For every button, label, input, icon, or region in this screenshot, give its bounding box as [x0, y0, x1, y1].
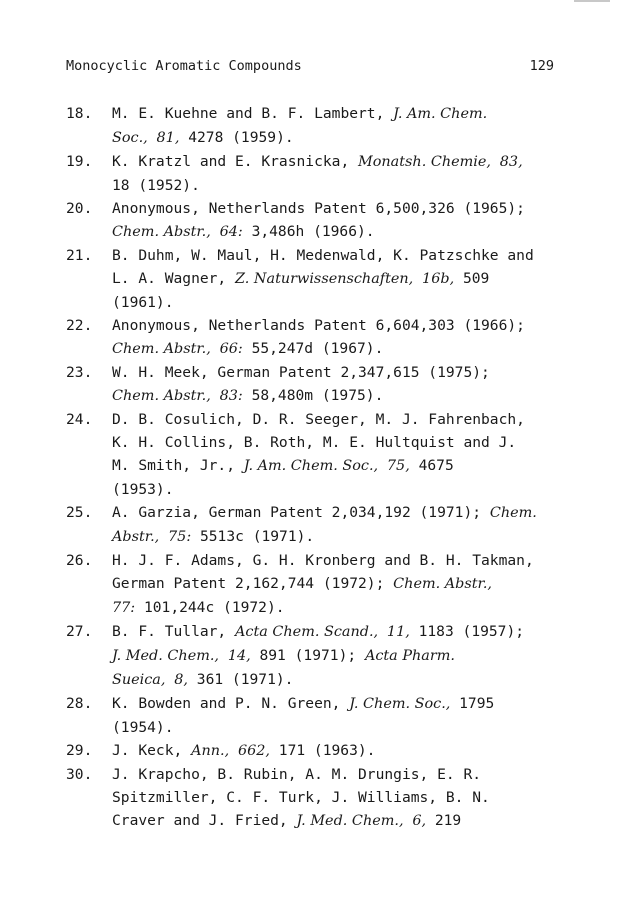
reference-italic-text: 11, — [386, 624, 410, 640]
reference-number: 21. — [66, 247, 93, 264]
reference-italic-text: 16b, — [422, 271, 455, 287]
running-title: Monocyclic Aromatic Compounds — [66, 58, 302, 74]
reference-text — [229, 742, 238, 759]
reference-number: 25. — [66, 504, 93, 521]
reference-text: 5513c (1971). — [191, 528, 315, 545]
reference-italic-text: 75: — [168, 529, 192, 545]
reference-number: 23. — [66, 364, 93, 381]
reference-italic-text: J. Med. Chem., — [112, 648, 220, 664]
reference-text: W. H. Meek, German Patent 2,347,615 (1975); — [112, 364, 490, 381]
reference-number: 29. — [66, 742, 93, 759]
reference-item — [66, 361, 566, 408]
reference-italic-text: 77: — [112, 600, 136, 616]
reference-number: 18. — [66, 105, 93, 122]
reference-text: (1953). — [112, 481, 174, 498]
reference-text — [378, 457, 387, 474]
reference-line — [112, 291, 566, 314]
reference-italic-text: 83, — [499, 154, 523, 170]
reference-item — [66, 408, 566, 501]
reference-text: B. Duhm, W. Maul, H. Medenwald, K. Patzschke and — [112, 247, 534, 264]
reference-number: 24. — [66, 411, 93, 428]
reference-number: 28. — [66, 695, 93, 712]
reference-number: 20. — [66, 200, 93, 217]
reference-text: 4675 — [409, 457, 454, 474]
reference-text — [211, 340, 220, 357]
reference-italic-text: 662, — [237, 743, 270, 759]
reference-line — [112, 809, 566, 833]
reference-item — [66, 501, 566, 549]
reference-text: Spitzmiller, C. F. Turk, J. Williams, B. N. — [112, 789, 490, 806]
reference-italic-text: Chem. Abstr., — [112, 224, 211, 240]
reference-number: 26. — [66, 552, 93, 569]
reference-item — [66, 620, 566, 692]
reference-text: M. E. Kuehne and B. F. Lambert, — [112, 105, 394, 122]
reference-text — [378, 623, 387, 640]
reference-line — [112, 501, 566, 525]
reference-text: Craver and J. Fried, — [112, 812, 297, 829]
reference-line — [112, 244, 566, 267]
reference-italic-text: 66: — [219, 341, 243, 357]
reference-line — [112, 786, 566, 809]
reference-text: (1954). — [112, 719, 174, 736]
reference-italic-text: 6, — [412, 813, 427, 829]
reference-text: D. B. Cosulich, D. R. Seeger, M. J. Fahrenbach, — [112, 411, 525, 428]
reference-text — [413, 270, 422, 287]
reference-line — [112, 431, 566, 454]
reference-text: K. Kratzl and E. Krasnicka, — [112, 153, 359, 170]
reference-text — [491, 153, 500, 170]
reference-text: 1183 (1957); — [409, 623, 525, 640]
reference-item — [66, 197, 566, 244]
reference-item — [66, 102, 566, 150]
reference-text — [211, 387, 220, 404]
reference-text — [219, 647, 228, 664]
reference-line — [112, 620, 566, 644]
reference-text: K. Bowden and P. N. Green, — [112, 695, 350, 712]
reference-text: 361 (1971). — [188, 671, 294, 688]
reference-line — [112, 572, 566, 596]
reference-text: 3,486h (1966). — [242, 223, 375, 240]
reference-line — [112, 102, 566, 126]
reference-text: Anonymous, Netherlands Patent 6,500,326 (1965); — [112, 200, 525, 217]
reference-italic-text: Chem. Abstr., — [112, 341, 211, 357]
reference-italic-text: Chem. — [489, 505, 537, 521]
reference-text: 18 (1952). — [112, 177, 200, 194]
reference-line — [112, 763, 566, 786]
reference-italic-text: J. Med. Chem., — [296, 813, 404, 829]
reference-text: Anonymous, Netherlands Patent 6,604,303 (1966); — [112, 317, 525, 334]
reference-number: 30. — [66, 766, 93, 783]
reference-text: 219 — [426, 812, 462, 829]
reference-item — [66, 692, 566, 739]
reference-line — [112, 454, 566, 478]
reference-text: 58,480m (1975). — [242, 387, 384, 404]
reference-number: 27. — [66, 623, 93, 640]
reference-italic-text: J. Am. Chem. Soc., — [243, 458, 379, 474]
reference-line — [112, 692, 566, 716]
reference-text: (1961). — [112, 294, 174, 311]
reference-line — [112, 197, 566, 220]
reference-italic-text: Z. Naturwissenschaften, — [235, 271, 414, 287]
reference-line — [112, 668, 566, 692]
reference-line — [112, 267, 566, 291]
reference-line — [112, 314, 566, 337]
reference-text: 891 (1971); — [250, 647, 365, 664]
reference-text: J. Keck, — [112, 742, 192, 759]
reference-text — [404, 812, 413, 829]
reference-text: 171 (1963). — [270, 742, 376, 759]
reference-line — [112, 408, 566, 431]
reference-number: 19. — [66, 153, 93, 170]
reference-italic-text: Ann., — [191, 743, 230, 759]
top-edge-rule — [574, 0, 610, 2]
page-number: 129 — [529, 58, 554, 74]
reference-line — [112, 549, 566, 572]
reference-italic-text: Chem. Abstr., — [393, 576, 492, 592]
reference-item — [66, 549, 566, 620]
reference-item — [66, 739, 566, 763]
reference-line — [112, 716, 566, 739]
reference-text: 1795 — [450, 695, 495, 712]
reference-italic-text: 83: — [219, 388, 243, 404]
reference-line — [112, 126, 566, 150]
reference-italic-text: Soc., — [112, 130, 148, 146]
reference-text — [211, 223, 220, 240]
reference-line — [112, 384, 566, 408]
reference-line — [112, 739, 566, 763]
reference-line — [112, 596, 566, 620]
reference-list — [66, 102, 566, 833]
reference-italic-text: 8, — [174, 672, 188, 688]
reference-line — [112, 337, 566, 361]
reference-text: H. J. F. Adams, G. H. Kronberg and B. H. Takman, — [112, 552, 534, 569]
reference-italic-text: Sueica, — [112, 672, 166, 688]
reference-item — [66, 150, 566, 197]
reference-line — [112, 150, 566, 174]
reference-italic-text: Acta Pharm. — [364, 648, 455, 664]
reference-italic-text: Chem. Abstr., — [112, 388, 211, 404]
reference-line — [112, 525, 566, 549]
reference-item — [66, 314, 566, 361]
reference-italic-text: Abstr., — [112, 529, 160, 545]
reference-text: German Patent 2,162,744 (1972); — [112, 575, 394, 592]
reference-italic-text: 81, — [156, 130, 180, 146]
reference-italic-text: 64: — [219, 224, 243, 240]
reference-line — [112, 220, 566, 244]
reference-line — [112, 478, 566, 501]
reference-text: A. Garzia, German Patent 2,034,192 (1971); — [112, 504, 490, 521]
reference-text: K. H. Collins, B. Roth, M. E. Hultquist and J. — [112, 434, 517, 451]
reference-text: B. F. Tullar, — [112, 623, 236, 640]
reference-text: 509 — [454, 270, 490, 287]
reference-text — [159, 528, 168, 545]
reference-item — [66, 763, 566, 833]
reference-italic-text: J. Am. Chem. — [393, 106, 488, 122]
reference-italic-text: Monatsh. Chemie, — [358, 154, 491, 170]
reference-text — [148, 129, 157, 146]
reference-text: 55,247d (1967). — [242, 340, 384, 357]
reference-number: 22. — [66, 317, 93, 334]
reference-text — [165, 671, 174, 688]
reference-text: J. Krapcho, B. Rubin, A. M. Drungis, E. R. — [112, 766, 482, 783]
reference-italic-text: J. Chem. Soc., — [349, 696, 451, 712]
reference-item — [66, 244, 566, 314]
reference-italic-text: Acta Chem. Scand., — [235, 624, 379, 640]
running-header — [66, 56, 554, 76]
reference-text: 101,244c (1972). — [135, 599, 285, 616]
reference-italic-text: 14, — [227, 648, 251, 664]
reference-text: L. A. Wagner, — [112, 270, 236, 287]
reference-line — [112, 644, 566, 668]
reference-line — [112, 174, 566, 197]
reference-text: 4278 (1959). — [179, 129, 294, 146]
reference-line — [112, 361, 566, 384]
reference-text: M. Smith, Jr., — [112, 457, 244, 474]
reference-italic-text: 75, — [386, 458, 410, 474]
